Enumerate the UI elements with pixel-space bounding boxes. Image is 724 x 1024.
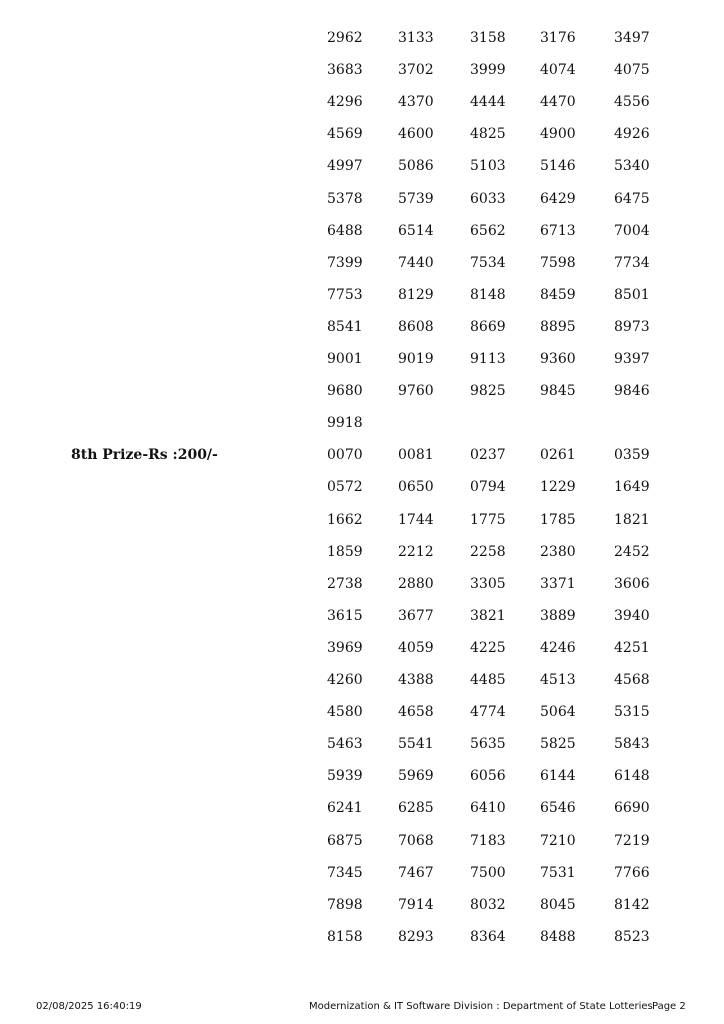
ticket-number: 4513 xyxy=(540,672,576,688)
ticket-number: 7766 xyxy=(614,864,650,881)
ticket-number: 6144 xyxy=(540,768,576,785)
ticket-number: 1744 xyxy=(398,511,434,528)
number-row xyxy=(0,768,724,800)
ticket-number: 8669 xyxy=(470,318,506,335)
ticket-number: 1662 xyxy=(327,511,363,528)
ticket-number: 8032 xyxy=(470,896,506,913)
ticket-number: 9680 xyxy=(327,383,363,400)
ticket-number: 7500 xyxy=(470,864,506,881)
ticket-number: 6488 xyxy=(327,222,363,239)
number-row xyxy=(0,94,724,126)
ticket-number: 5086 xyxy=(398,158,434,175)
ticket-number: 4260 xyxy=(327,672,363,688)
ticket-number: 7399 xyxy=(327,254,363,271)
ticket-number: 9846 xyxy=(614,383,650,400)
ticket-number: 5463 xyxy=(327,736,363,753)
ticket-number: 4444 xyxy=(470,94,506,111)
ticket-number: 0261 xyxy=(540,447,576,464)
ticket-number: 4296 xyxy=(327,94,363,111)
number-row xyxy=(0,126,724,158)
ticket-number: 2880 xyxy=(398,575,434,592)
ticket-number: 4900 xyxy=(540,126,576,143)
ticket-number: 9825 xyxy=(470,383,506,400)
number-row xyxy=(0,447,724,479)
ticket-number: 6690 xyxy=(614,800,650,817)
ticket-number: 3606 xyxy=(614,575,650,592)
ticket-number: 8293 xyxy=(398,928,434,945)
ticket-number: 5064 xyxy=(540,704,576,721)
ticket-number: 6148 xyxy=(614,768,650,785)
ticket-number: 8158 xyxy=(327,928,363,945)
number-row xyxy=(0,897,724,929)
ticket-number: 0070 xyxy=(327,447,363,464)
ticket-number: 4388 xyxy=(398,672,434,688)
ticket-number: 0359 xyxy=(614,447,650,464)
number-row xyxy=(0,383,724,415)
ticket-number: 5146 xyxy=(540,158,576,175)
ticket-number: 4774 xyxy=(470,704,506,721)
ticket-number: 3176 xyxy=(540,30,576,46)
number-row xyxy=(0,479,724,511)
number-row xyxy=(0,608,724,640)
number-row xyxy=(0,865,724,897)
ticket-number: 8142 xyxy=(614,896,650,913)
ticket-number: 3999 xyxy=(470,62,506,79)
number-row xyxy=(0,672,724,704)
number-row xyxy=(0,255,724,287)
ticket-number: 9845 xyxy=(540,383,576,400)
number-row xyxy=(0,223,724,255)
ticket-number: 8488 xyxy=(540,928,576,945)
ticket-number: 7467 xyxy=(398,864,434,881)
ticket-number: 7068 xyxy=(398,832,434,849)
ticket-number: 0794 xyxy=(470,479,506,496)
ticket-number: 4246 xyxy=(540,639,576,656)
number-row xyxy=(0,30,724,62)
number-row xyxy=(0,415,724,447)
ticket-number: 7219 xyxy=(614,832,650,849)
ticket-number: 2738 xyxy=(327,575,363,592)
ticket-number: 7210 xyxy=(540,832,576,849)
ticket-number: 4059 xyxy=(398,639,434,656)
ticket-number: 3677 xyxy=(398,607,434,624)
number-row xyxy=(0,576,724,608)
number-row xyxy=(0,158,724,190)
ticket-number: 9760 xyxy=(398,383,434,400)
ticket-number: 8895 xyxy=(540,318,576,335)
ticket-number: 5315 xyxy=(614,704,650,721)
ticket-number: 7898 xyxy=(327,896,363,913)
ticket-number: 0081 xyxy=(398,447,434,464)
ticket-number: 4556 xyxy=(614,94,650,111)
number-row xyxy=(0,62,724,94)
ticket-number: 9113 xyxy=(470,351,506,367)
ticket-number: 4568 xyxy=(614,672,650,688)
ticket-number: 5378 xyxy=(327,190,363,207)
ticket-number: 3371 xyxy=(540,575,576,592)
number-row xyxy=(0,736,724,768)
ticket-number: 4825 xyxy=(470,126,506,143)
number-row xyxy=(0,287,724,319)
number-row xyxy=(0,191,724,223)
ticket-number: 7534 xyxy=(470,254,506,271)
ticket-number: 6562 xyxy=(470,222,506,239)
ticket-number: 6875 xyxy=(327,832,363,849)
ticket-number: 1775 xyxy=(470,511,506,528)
ticket-number: 7004 xyxy=(614,222,650,239)
ticket-number: 3497 xyxy=(614,30,650,46)
ticket-number: 4251 xyxy=(614,639,650,656)
ticket-number: 8148 xyxy=(470,286,506,303)
ticket-number: 5825 xyxy=(540,736,576,753)
number-row xyxy=(0,319,724,351)
ticket-number: 6033 xyxy=(470,190,506,207)
ticket-number: 3969 xyxy=(327,639,363,656)
ticket-number: 7598 xyxy=(540,254,576,271)
ticket-number: 1821 xyxy=(614,511,650,528)
ticket-number: 3305 xyxy=(470,575,506,592)
ticket-number: 5340 xyxy=(614,158,650,175)
ticket-number: 3158 xyxy=(470,30,506,46)
ticket-number: 4370 xyxy=(398,94,434,111)
ticket-number: 5541 xyxy=(398,736,434,753)
footer-timestamp: 02/08/2025 16:40:19 xyxy=(36,1001,142,1012)
ticket-number: 8608 xyxy=(398,318,434,335)
ticket-number: 1859 xyxy=(327,543,363,560)
ticket-number: 7183 xyxy=(470,832,506,849)
ticket-number: 4658 xyxy=(398,704,434,721)
number-row xyxy=(0,704,724,736)
ticket-number: 5969 xyxy=(398,768,434,785)
ticket-number: 3683 xyxy=(327,62,363,79)
ticket-number: 1785 xyxy=(540,511,576,528)
ticket-number: 6475 xyxy=(614,190,650,207)
ticket-number: 9019 xyxy=(398,351,434,367)
ticket-number: 5103 xyxy=(470,158,506,175)
ticket-number: 4485 xyxy=(470,672,506,688)
ticket-number: 5635 xyxy=(470,736,506,753)
ticket-number: 2212 xyxy=(398,543,434,560)
ticket-number: 2258 xyxy=(470,543,506,560)
ticket-number: 4926 xyxy=(614,126,650,143)
ticket-number: 2962 xyxy=(327,30,363,46)
ticket-number: 8459 xyxy=(540,286,576,303)
ticket-number: 8045 xyxy=(540,896,576,913)
ticket-number: 7531 xyxy=(540,864,576,881)
ticket-number: 3702 xyxy=(398,62,434,79)
number-row xyxy=(0,640,724,672)
ticket-number: 1229 xyxy=(540,479,576,496)
ticket-number: 2380 xyxy=(540,543,576,560)
ticket-number: 0237 xyxy=(470,447,506,464)
ticket-number: 3615 xyxy=(327,607,363,624)
ticket-number: 6056 xyxy=(470,768,506,785)
ticket-number: 9397 xyxy=(614,351,650,367)
ticket-number: 4225 xyxy=(470,639,506,656)
ticket-number: 7345 xyxy=(327,864,363,881)
ticket-number: 6285 xyxy=(398,800,434,817)
ticket-number: 3133 xyxy=(398,30,434,46)
ticket-number: 6713 xyxy=(540,222,576,239)
number-row xyxy=(0,544,724,576)
footer-division: Modernization & IT Software Division : Department of State Lotteries xyxy=(309,1001,653,1012)
number-row xyxy=(0,833,724,865)
ticket-number: 4470 xyxy=(540,94,576,111)
ticket-number: 7753 xyxy=(327,286,363,303)
ticket-number: 5939 xyxy=(327,768,363,785)
ticket-number: 6514 xyxy=(398,222,434,239)
ticket-number: 8129 xyxy=(398,286,434,303)
ticket-number: 4580 xyxy=(327,704,363,721)
ticket-number: 6241 xyxy=(327,800,363,817)
ticket-number: 8973 xyxy=(614,318,650,335)
ticket-number: 9360 xyxy=(540,351,576,367)
ticket-number: 9001 xyxy=(327,351,363,367)
ticket-number: 3821 xyxy=(470,607,506,624)
ticket-number: 9918 xyxy=(327,415,363,432)
number-row xyxy=(0,351,724,383)
ticket-number: 3940 xyxy=(614,607,650,624)
number-row xyxy=(0,512,724,544)
ticket-number: 8364 xyxy=(470,928,506,945)
ticket-number: 6410 xyxy=(470,800,506,817)
ticket-number: 4075 xyxy=(614,62,650,79)
ticket-number: 4600 xyxy=(398,126,434,143)
ticket-number: 6546 xyxy=(540,800,576,817)
ticket-number: 8523 xyxy=(614,928,650,945)
ticket-number: 1649 xyxy=(614,479,650,496)
footer-page-number: Page 2 xyxy=(652,1001,686,1012)
number-row xyxy=(0,800,724,832)
ticket-number: 8541 xyxy=(327,318,363,335)
ticket-number: 7914 xyxy=(398,896,434,913)
ticket-number: 0650 xyxy=(398,479,434,496)
ticket-number: 4569 xyxy=(327,126,363,143)
ticket-number: 4997 xyxy=(327,158,363,175)
ticket-number: 4074 xyxy=(540,62,576,79)
ticket-number: 6429 xyxy=(540,190,576,207)
ticket-number: 5739 xyxy=(398,190,434,207)
ticket-number: 2452 xyxy=(614,543,650,560)
number-row xyxy=(0,929,724,961)
ticket-number: 5843 xyxy=(614,736,650,753)
ticket-number: 8501 xyxy=(614,286,650,303)
prize-label: 8th Prize-Rs :200/- xyxy=(71,447,218,464)
ticket-number: 7734 xyxy=(614,254,650,271)
ticket-number: 0572 xyxy=(327,479,363,496)
ticket-number: 7440 xyxy=(398,254,434,271)
ticket-number: 3889 xyxy=(540,607,576,624)
